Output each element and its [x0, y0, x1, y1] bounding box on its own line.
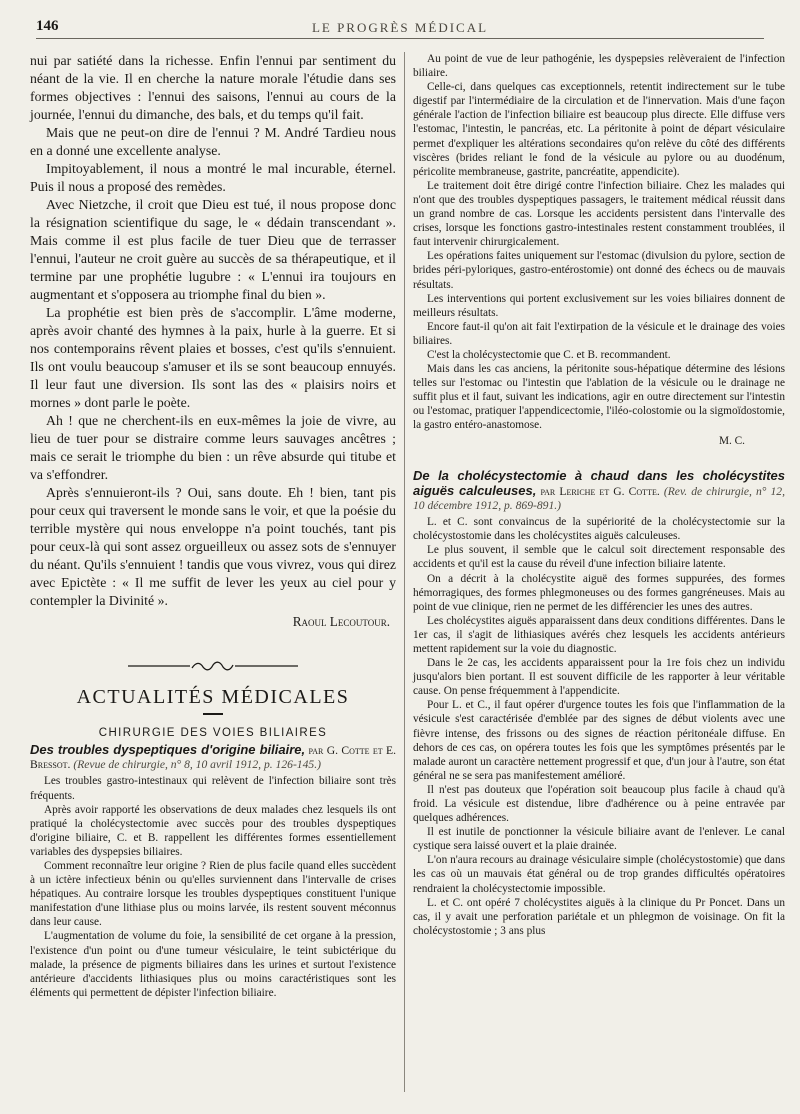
essay-body [30, 52, 396, 630]
essay-paragraph: Après s'ennuieront-ils ? Oui, sans doute. Eh ! bien, tant pis pour ceux qui traversent le monde sans le voir, et que la poésie du terrible mystère qui nous enveloppe n'a point touchés, tant pis pour ceux-là qui sont assez orgueilleux ou assez sots de s'ennuyer du néant. Qu'ils s'ennuient ! tandis que vous vivrez, vous qui direz avec Epictète : « Il me suffit de lever les yeux au ciel pour y contempler la Divinité ». [30, 485, 396, 608]
section-rubric: CHIRURGIE DES VOIES BILIAIRES [98, 727, 328, 739]
article-1-signoff: M. C. [718, 434, 745, 447]
article-2-paragraph: Les cholécystites aiguës apparaissent dans deux conditions différentes. Dans le 1er cas, il s'agit de lithiasiques avérés chez lesquels les accidents antérieurs mettent rapidement sur la voie du diagnostic. [413, 614, 785, 655]
essay-paragraph: Impitoyablement, il nous a montré le mal incurable, éternel. Puis il nous a proposé des remèdes. [30, 161, 396, 194]
right-column [413, 52, 785, 938]
running-title: LE PROGRÈS MÉDICAL [311, 20, 489, 35]
essay-paragraph: Avec Nietzche, il croit que Dieu est tué, il nous propose donc la résignation scientifique du sage, le « dédain transcendant ». Mais comme il est plus facile de tuer Dieu que de terrasser l'ennui, l'auteur ne croit guère au succès de sa thérapeutique, et il termine par une prophétie lugubre : « L'ennui ira toujours en augmentant et s'opposera au triomphe final du bien ». [30, 197, 396, 302]
page-number: 146 [36, 18, 59, 34]
article-1-paragraph: Le traitement doit être dirigé contre l'infection biliaire. Chez les malades qui n'ont que des troubles dyspeptiques passagers, le traitement médical réussit dans un grand nombre de cas. Lorsque les accidents persistent dans l'intervalle des crises, lorsque les fonctions gastro-intestinales restent constamment troublées, il faut intervenir chirurgicalement. [413, 179, 785, 249]
article-1-authors: par G. Cotte et E. Bressot. [30, 744, 397, 772]
article-2-paragraph: Il n'est pas douteux que l'opération soit beaucoup plus facile à chaud qu'à froid. La vésicule est distendue, libre d'adhérence ou à peine entravée par quelques adhérences. [413, 783, 785, 825]
essay-paragraph: nui par satiété dans la richesse. Enfin l'ennui par sentiment du néant de la vie. Il en cherche la nature morale l'étudie dans ses formes objectives : l'ennui des saisons, l'ennui au cours de la journée, l'ennui du dimanche, des bals, et du temps qu'il fait. [30, 53, 396, 122]
article-1-right [413, 52, 785, 447]
article-2-paragraph: L'on n'aura recours au drainage vésiculaire simple (cholécystostomie) que dans les cas où un mauvais état général ou de trop grandes difficultés opératoires rendraient la cholécystectomie impossible. [413, 854, 785, 895]
article-1-paragraph: Après avoir rapporté les observations de deux malades chez lesquels ils ont pratiqué la cholécystectomie avec succès pour des troubles dyspeptiques d'origine biliaire, C. et B. rappellent les différentes formes essentiellement variables des dyspepsies biliaires. [30, 803, 396, 858]
article-2-authors: par Leriche et G. Cotte. [540, 484, 660, 498]
ornament-divider [30, 660, 396, 676]
article-1-reference: (Revue de chirurgie, n° 8, 10 avril 1912, p. 126-145.) [73, 758, 321, 772]
ornament-flourish [128, 660, 298, 672]
article-1-heading [30, 743, 396, 772]
article-2-paragraph: Le plus souvent, il semble que le calcul soit directement responsable des accidents et qu'il est la cause du réveil d'une infection biliaire latente. [413, 544, 785, 571]
article-2-heading [413, 469, 785, 514]
article-1-paragraph: Au point de vue de leur pathogénie, les dyspepsies relèveraient de l'infection biliaire. [413, 53, 785, 80]
essay-paragraph: Mais que ne peut-on dire de l'ennui ? M. André Tardieu nous en a donné une excellente analyse. [30, 125, 396, 158]
article-2 [413, 469, 785, 938]
article-2-title: De la cholécystectomie à chaud dans les cholécystites aiguës calculeuses, [413, 467, 785, 498]
article-2-paragraph: L. et C. ont opéré 7 cholécystites aiguës à la clinique du Pr Poncet. Dans un cas, il y avait une perforation pariétale et un phlegmon de voisinage. On fit la cholécystostomie ; 3 ans plus [413, 896, 785, 937]
article-1-paragraph: Celle-ci, dans quelques cas exceptionnels, retentit indirectement sur le tube digestif par l'intermédiaire de la circulation et de l'innervation. Mais d'une façon générale l'action de l'infection biliaire est beaucoup plus directe. Elle diffuse vers l'estomac, l'intestin, le pancréas, etc. La péritonite à point de départ vésiculaire permet d'expliquer les altérations secondaires qu'on relève du côté des différents viscères (brides reliant le fond de la vésicule au pylore ou au duodénum, péricolite membraneuse, gastrite, pancréatite, appendicite). [413, 81, 785, 178]
column-divider [404, 52, 405, 1092]
article-2-paragraph: Pour L. et C., il faut opérer d'urgence toutes les fois que l'inflammation de la vésicule s'est caractérisée d'emblée par des signes de début violents avec une fièvre intense, des frissons ou des signes de réaction péritonéale diffuse. En dehors de ces cas, on opérera toutes les fois que les symptômes présentés par le malade auront un caractère nettement progressif et que, d'un jour à l'autre, son état général ne se sera pas manifestement amélioré. [413, 699, 786, 782]
title-dash [203, 713, 223, 715]
article-2-paragraph: Il est inutile de ponctionner la vésicule biliaire avant de l'enlever. Le canal cystique sera laissé ouvert et la plaie drainée. [413, 826, 785, 853]
article-2-paragraph: On a décrit à la cholécystite aiguë des formes suppurées, des formes hémorragiques, des formes phlegmoneuses ou des formes gangréneuses. Mais au point de vue clinique, rien ne permet de les différencier les unes des autres. [413, 572, 785, 613]
article-1-title: Des troubles dyspeptiques d'origine biliaire, [30, 742, 306, 757]
essay-paragraph: La prophétie est bien près de s'accomplir. L'âme moderne, après avoir chanté des hymnes à la paix, hurle à la guerre. Et si nos contemporains rêvent plaies et bosses, c'est qu'ils s'ennuient. Ils ont voulu beaucoup s'amuser et ils se sont beaucoup ennuyés. Il leur faut une diversion. Ils sont las des « plaisirs noirs et mornes » dont parle le poète. [30, 305, 396, 410]
article-2-paragraph: Dans le 2e cas, les accidents apparaissent pour la 1re fois chez un individu jusqu'alors bien portant. Il est souvent difficile de les rapporter à leur véritable cause. On pense fréquemment à l'appendicite. [413, 657, 785, 698]
section-title: ACTUALITÉS MÉDICALES [76, 686, 350, 708]
article-2-paragraph: L. et C. sont convaincus de la supériorité de la cholécystectomie sur la cholécystostomie dans les cholécystites aiguës calculeuses. [413, 516, 785, 543]
article-1-paragraph: Comment reconnaître leur origine ? Rien de plus facile quand elles succèdent à un ictère infectieux bénin ou qu'elles surviennent dans l'intervalle de crises hépatiques. Au contraire lorsque les troubles dyspeptiques constituent l'unique manifestation d'une lithiase plus ou moins larvée, ils restent souvent méconnus dans leur cause. [30, 859, 396, 929]
page-header [36, 16, 764, 39]
essay-paragraph: Ah ! que ne cherchent-ils en eux-mêmes la joie de vivre, au lieu de tuer pour se distraire comme leurs sauvages ancêtres ; mais ce serait le triomphe du bien : un rêve absurde qui titube et va s'effondrer. [30, 413, 396, 482]
article-1-paragraph: Mais dans les cas anciens, la péritonite sous-hépatique détermine des lésions telles sur l'estomac ou l'intestin que l'ablation de la vésicule ou le drainage ne suffit plus et il faut, suivant les indications, agir en outre directement sur l'intestin ou l'estomac, pratiquer l'appendicectomie, l'iléo-colostomie ou la sigmoïdostomie, la gastro entéro-anastomose. [413, 363, 785, 432]
article-1-paragraph: Les troubles gastro-intestinaux qui relèvent de l'infection biliaire sont très fréquents. [30, 775, 396, 802]
article-2-reference: (Rev. de chirurgie, n° 12, 10 décembre 1912, p. 869-891.) [413, 484, 786, 512]
essay-signature: Raoul Lecoutour. [292, 614, 390, 629]
article-1-paragraph: Les opérations faites uniquement sur l'estomac (divulsion du pylore, section de brides péri-pyloriques, gastro-entérostomie) ont donné des échecs ou de mauvais résultats. [413, 250, 785, 291]
article-1-paragraph: Les interventions qui portent exclusivement sur les voies biliaires donnent de meilleurs résultats. [413, 292, 785, 319]
article-1-paragraph: C'est la cholécystectomie que C. et B. recommandent. [427, 348, 671, 361]
article-1-paragraph: L'augmentation de volume du foie, la sensibilité de cet organe à la pression, l'existence d'un point ou d'une tumeur vésiculaire, le teint subictérique du malade, la présence de pigments biliaires dans les urines et surtout l'existence antérieure d'accidents lithiasiques plus ou moins caractéristiques sont les éléments qui permettent de dépister l'infection biliaire. [30, 930, 396, 999]
left-column [30, 52, 396, 1000]
article-1-left [30, 743, 396, 1000]
article-1-paragraph: Encore faut-il qu'on ait fait l'extirpation de la vésicule et le drainage des voies biliaires. [413, 320, 785, 347]
